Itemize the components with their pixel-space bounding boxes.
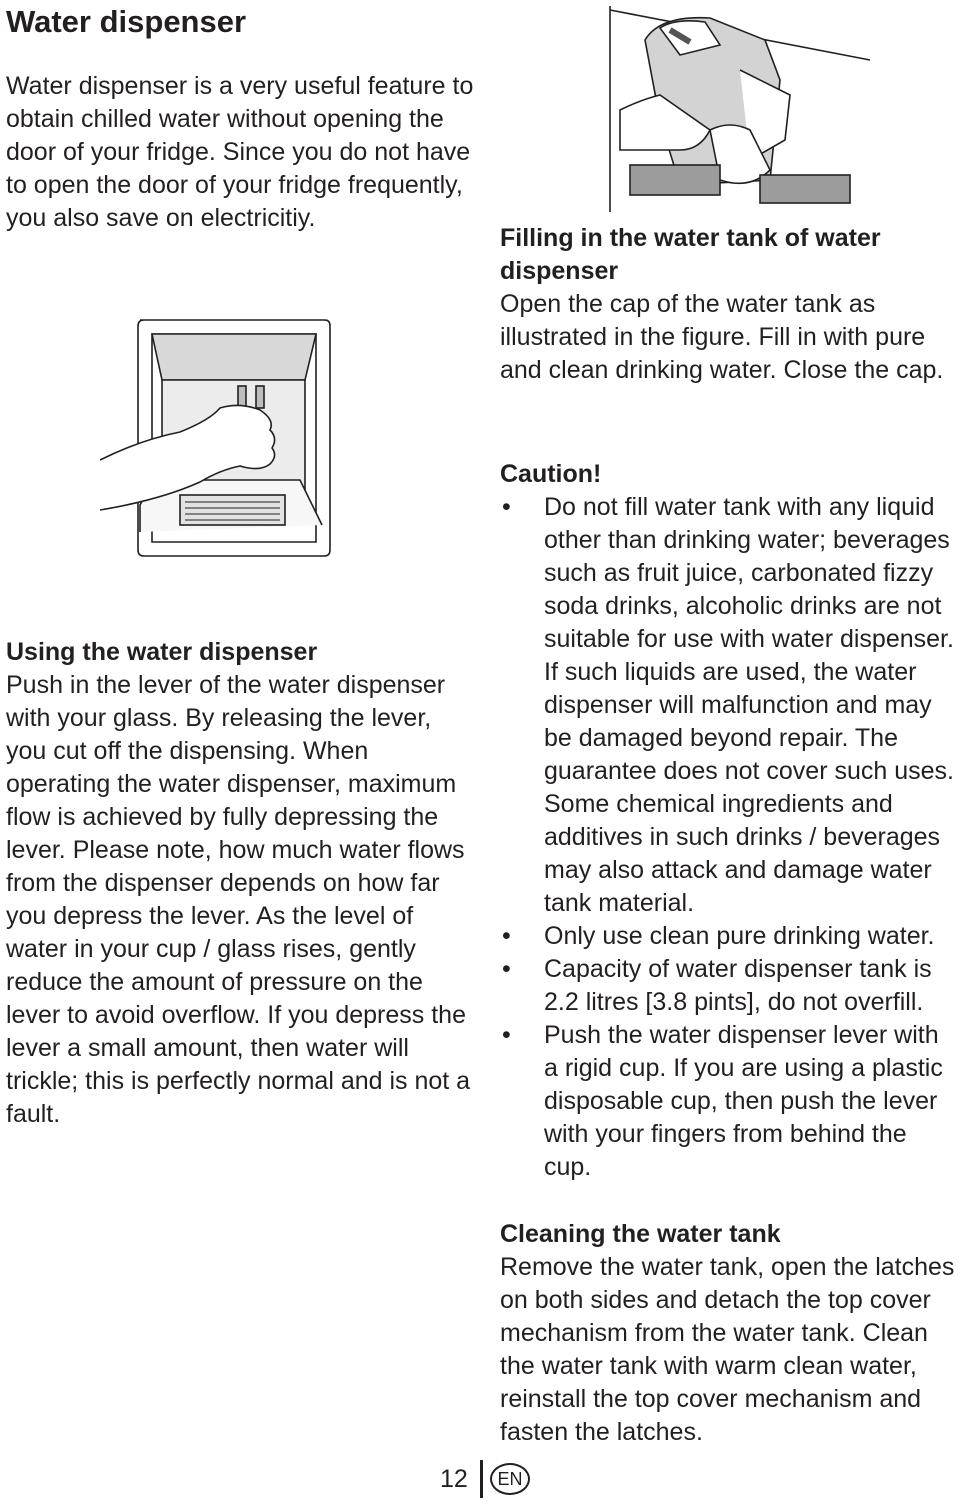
using-section xyxy=(6,636,478,1131)
using-paragraph: Push in the lever of the water dispenser with your glass. By releasing the lever, you cut off the dispensing. When operating the water dispenser, maximum flow is achieved by fully depressing the lever. Please note, how much water flows from the dispenser depends on how far you depress the lever. As the level of water in your cup / glass rises, gently reduce the amount of pressure on the lever to avoid overflow. If you depress the lever a small amount, then water will trickle; this is perfectly normal and is not a fault. xyxy=(6,671,471,1128)
caution-item xyxy=(500,1019,958,1184)
page-title: Water dispenser xyxy=(6,4,247,39)
caution-item-text: Push the water dispenser lever with a rigid cup. If you are using a plastic disposable cup, then push the lever with your fingers from behind the cup. xyxy=(544,1021,943,1181)
page-footer xyxy=(440,1460,560,1500)
bullet-dot: • xyxy=(502,922,511,950)
bullet-dot: • xyxy=(502,493,511,521)
caution-item-text: Do not fill water tank with any liquid other than drinking water; beverages such as fruit juice, carbonated fizzy soda drinks, alcoholic drinks are not suitable for use with water dispenser. If such liquids are used, the water dispenser will malfunction and may be damaged beyond repair. The guarantee does not cover such uses. Some chemical ingredients and additives in such drinks / beverages may also attack and damage water tank material. xyxy=(544,493,954,917)
page-number: 12 xyxy=(440,1465,468,1493)
caution-heading: Caution! xyxy=(500,460,602,488)
cleaning-paragraph: Remove the water tank, open the latches on both sides and detach the top cover mechanism from the water tank. Clean the water tank with warm clean water, reinstall the top cover mechanism and fasten the latches. xyxy=(500,1253,955,1446)
footer-divider xyxy=(480,1460,483,1498)
caution-item-text: Capacity of water dispenser tank is 2.2 litres [3.8 pints], do not overfill. xyxy=(544,955,932,1016)
intro-paragraph: Water dispenser is a very useful feature to obtain chilled water without opening the door of your fridge. Since you do not have to open the door of your fridge frequently, you also save on electricitiy. xyxy=(6,72,474,232)
caution-item xyxy=(500,920,958,953)
cleaning-heading: Cleaning the water tank xyxy=(500,1220,781,1248)
filling-section xyxy=(500,222,955,387)
water-tank-illustration xyxy=(600,0,880,216)
caution-section xyxy=(500,458,958,1184)
caution-item xyxy=(500,953,958,1019)
bullet-dot: • xyxy=(502,955,511,983)
caution-item-text: Only use clean pure drinking water. xyxy=(544,922,935,950)
cleaning-section xyxy=(500,1218,955,1449)
caution-item xyxy=(500,491,958,920)
bullet-dot: • xyxy=(502,1021,511,1049)
dispenser-illustration xyxy=(100,310,340,560)
caution-list xyxy=(500,491,958,1184)
filling-paragraph: Open the cap of the water tank as illustrated in the figure. Fill in with pure and clean drinking water. Close the cap. xyxy=(500,290,944,384)
filling-heading: Filling in the water tank of water dispenser xyxy=(500,224,881,285)
language-badge: EN xyxy=(490,1463,530,1495)
using-heading: Using the water dispenser xyxy=(6,638,318,666)
